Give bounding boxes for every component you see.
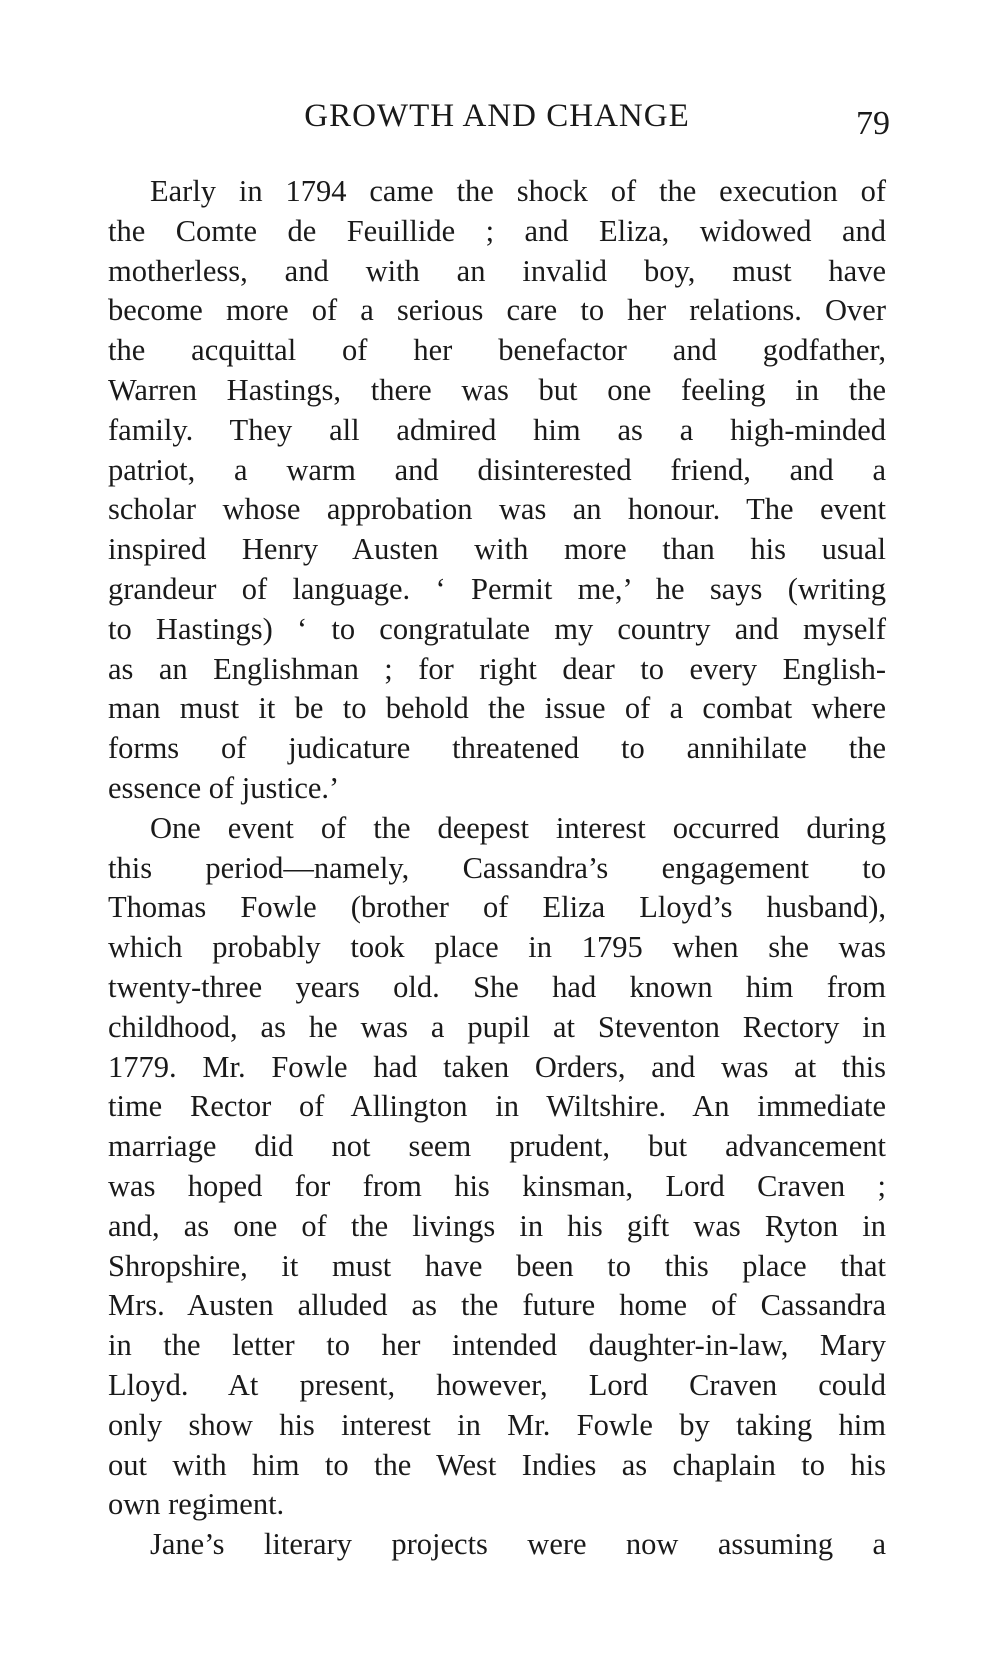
running-title: GROWTH AND CHANGE	[304, 98, 690, 134]
text-line: in the letter to her intended daughter-in-law, Mary	[108, 1328, 886, 1363]
text-line: time Rector of Allington in Wiltshire. An immediate	[108, 1089, 886, 1124]
page-number: 79	[856, 105, 890, 142]
text-line: Warren Hastings, there was but one feeling in the	[108, 372, 886, 407]
text-line: motherless, and with an invalid boy, must have	[108, 253, 886, 288]
text-line: twenty-three years old. She had known him from	[108, 969, 886, 1004]
text-line: family. They all admired him as a high-minded	[108, 412, 886, 447]
text-line: this period—namely, Cassandra’s engagement to	[108, 850, 886, 885]
running-head	[104, 96, 890, 142]
text-line: essence of justice.’	[108, 770, 340, 805]
text-line: One event of the deepest interest occurred during	[150, 810, 886, 845]
text-line: forms of judicature threatened to annihilate the	[108, 731, 886, 766]
text-line: Early in 1794 came the shock of the execution of	[150, 174, 886, 208]
text-line: the acquittal of her benefactor and godfather,	[108, 333, 886, 368]
text-line: marriage did not seem prudent, but advancement	[108, 1129, 886, 1164]
text-line: man must it be to behold the issue of a combat where	[108, 691, 886, 726]
text-line: Mrs. Austen alluded as the future home of Cassandra	[108, 1288, 886, 1323]
text-line: patriot, a warm and disinterested friend, and a	[108, 452, 886, 487]
text-line: which probably took place in 1795 when she was	[108, 930, 886, 965]
text-line: was hoped for from his kinsman, Lord Craven ;	[108, 1168, 886, 1203]
text-line: only show his interest in Mr. Fowle by taking him	[108, 1407, 886, 1442]
text-line: own regiment.	[108, 1487, 285, 1522]
text-line: and, as one of the livings in his gift was Ryton in	[108, 1208, 886, 1243]
text-line: scholar whose approbation was an honour. The event	[108, 492, 886, 527]
text-line: to Hastings) ‘ to congratulate my country and myself	[108, 611, 886, 646]
text-line: as an Englishman ; for right dear to every English-	[108, 651, 886, 686]
text-line: Thomas Fowle (brother of Eliza Lloyd’s husband),	[108, 890, 886, 925]
text-line: become more of a serious care to her relations. Over	[108, 293, 886, 328]
text-line: childhood, as he was a pupil at Steventon Rectory in	[108, 1009, 886, 1044]
text-line: inspired Henry Austen with more than his usual	[108, 532, 886, 567]
text-line: the Comte de Feuillide ; and Eliza, widowed and	[108, 213, 886, 248]
body-text	[108, 172, 886, 1565]
text-line: Jane’s literary projects were now assuming a	[150, 1527, 886, 1562]
text-line: grandeur of language. ‘ Permit me,’ he says (writing	[108, 571, 886, 606]
text-line: out with him to the West Indies as chaplain to his	[108, 1447, 886, 1482]
text-line: Shropshire, it must have been to this place that	[108, 1248, 886, 1283]
text-line: 1779. Mr. Fowle had taken Orders, and was at this	[108, 1049, 886, 1084]
text-line: Lloyd. At present, however, Lord Craven could	[108, 1367, 886, 1402]
